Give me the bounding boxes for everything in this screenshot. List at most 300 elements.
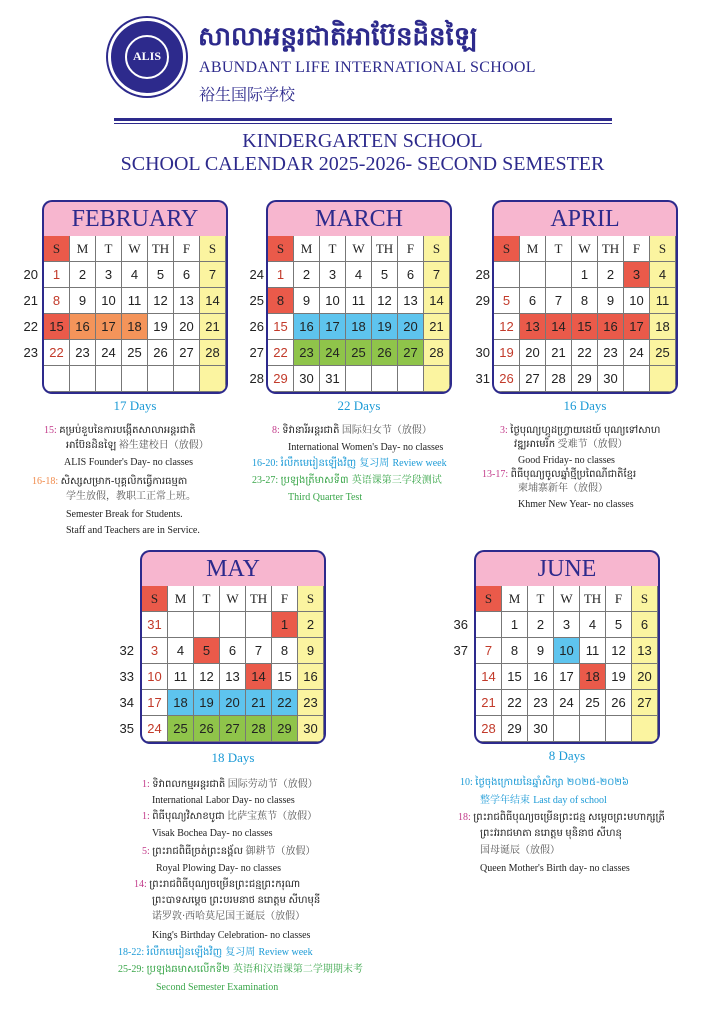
note-text: ប្រឡងឆមាសលើកទី២ bbox=[146, 964, 233, 975]
day-cell: 8 bbox=[268, 288, 294, 314]
month-grid bbox=[140, 586, 326, 744]
day-cell: 11 bbox=[346, 288, 372, 314]
day-cell: 5 bbox=[148, 262, 174, 288]
day-cell: 29 bbox=[572, 366, 598, 392]
day-cell: 31 bbox=[142, 612, 168, 638]
day-cell: 22 bbox=[572, 340, 598, 366]
day-cell: 18 bbox=[168, 690, 194, 716]
note-text: ព្រះរាជពិធីបុណ្យចម្រើនព្រះជន្ម សម្តេចព្រះមហាក្សត្រី bbox=[473, 812, 665, 823]
day-cell: 15 bbox=[44, 314, 70, 340]
note-text: 3: bbox=[500, 425, 511, 436]
day-cell: 10 bbox=[96, 288, 122, 314]
day-cell: 1 bbox=[268, 262, 294, 288]
day-cell: 28 bbox=[424, 340, 450, 366]
day-cell bbox=[168, 612, 194, 638]
day-header: W bbox=[346, 236, 372, 262]
day-cell bbox=[194, 612, 220, 638]
day-cell bbox=[580, 716, 606, 742]
note-text: International Labor Day- no classes bbox=[152, 795, 295, 806]
note-may-king bbox=[152, 910, 305, 924]
school-days-count: 17 Days bbox=[113, 398, 157, 413]
day-cell: 5 bbox=[606, 612, 632, 638]
day-cell: 12 bbox=[494, 314, 520, 340]
day-cell: 28 bbox=[476, 716, 502, 742]
header-divider bbox=[114, 118, 612, 121]
month-grid bbox=[42, 236, 228, 394]
day-cell: 26 bbox=[372, 340, 398, 366]
day-cell: 13 bbox=[174, 288, 200, 314]
day-header: W bbox=[220, 586, 246, 612]
note-text: 受难节（放假） bbox=[557, 439, 628, 450]
month-grid bbox=[492, 236, 678, 394]
day-header: TH bbox=[372, 236, 398, 262]
note-text: 复习周 bbox=[225, 947, 259, 958]
note-apr-newyear bbox=[482, 468, 636, 482]
note-text: 8: bbox=[272, 425, 283, 436]
note-may-plowing bbox=[156, 862, 281, 876]
note-text: Khmer New Year- no classes bbox=[518, 499, 634, 510]
note-text: 国母诞辰（放假） bbox=[480, 845, 560, 856]
day-cell bbox=[476, 612, 502, 638]
day-cell: 14 bbox=[424, 288, 450, 314]
day-cell bbox=[624, 366, 650, 392]
day-cell: 5 bbox=[194, 638, 220, 664]
day-cell: 16 bbox=[294, 314, 320, 340]
note-text: 13-17: bbox=[482, 469, 511, 480]
day-header: M bbox=[168, 586, 194, 612]
week-number: 24 bbox=[249, 267, 264, 282]
day-cell: 28 bbox=[546, 366, 572, 392]
day-cell bbox=[546, 262, 572, 288]
school-days-count: 22 Days bbox=[337, 398, 381, 413]
day-header: S bbox=[494, 236, 520, 262]
note-text: ថ្ងៃចុងក្រោយនៃឆ្នាំសិក្សា ២០២៥-២០២៦ bbox=[475, 777, 629, 788]
day-cell: 6 bbox=[174, 262, 200, 288]
note-text: Review week bbox=[258, 947, 313, 958]
day-cell: 8 bbox=[572, 288, 598, 314]
day-cell: 1 bbox=[272, 612, 298, 638]
day-cell: 5 bbox=[494, 288, 520, 314]
note-may-exam bbox=[156, 981, 278, 995]
note-text: ពិធីបុណ្យចូលឆ្នាំថ្មីប្រពៃណីជាតិខ្មែរ bbox=[510, 469, 637, 480]
day-header: S bbox=[200, 236, 226, 262]
note-text: វឌ្ឍអាមេរិក bbox=[514, 439, 558, 450]
week-number: 31 bbox=[475, 371, 490, 386]
note-text: King's Birthday Celebration- no classes bbox=[152, 930, 311, 941]
day-cell: 3 bbox=[320, 262, 346, 288]
day-cell: 17 bbox=[142, 690, 168, 716]
day-cell: 6 bbox=[632, 612, 658, 638]
day-header: M bbox=[294, 236, 320, 262]
day-cell: 18 bbox=[580, 664, 606, 690]
day-cell: 3 bbox=[554, 612, 580, 638]
note-text: Royal Plowing Day- no classes bbox=[156, 863, 281, 874]
day-header: F bbox=[272, 586, 298, 612]
note-may-visak bbox=[152, 827, 272, 841]
day-cell: 18 bbox=[122, 314, 148, 340]
day-cell: 27 bbox=[632, 690, 658, 716]
day-cell: 14 bbox=[246, 664, 272, 690]
week-number: 30 bbox=[475, 345, 490, 360]
day-cell bbox=[70, 366, 96, 392]
day-header: F bbox=[606, 586, 632, 612]
week-number: 35 bbox=[119, 721, 134, 736]
day-cell: 23 bbox=[528, 690, 554, 716]
day-cell: 2 bbox=[528, 612, 554, 638]
note-apr-newyear bbox=[518, 498, 634, 512]
day-cell: 2 bbox=[598, 262, 624, 288]
day-header: S bbox=[44, 236, 70, 262]
day-cell: 16 bbox=[528, 664, 554, 690]
day-cell: 25 bbox=[346, 340, 372, 366]
day-cell: 27 bbox=[520, 366, 546, 392]
day-cell: 26 bbox=[494, 366, 520, 392]
school-days-count: 16 Days bbox=[563, 398, 607, 413]
day-cell: 11 bbox=[580, 638, 606, 664]
day-header: W bbox=[554, 586, 580, 612]
note-apr-newyear bbox=[518, 482, 608, 496]
note-text: 23-27: bbox=[252, 475, 281, 486]
week-number: 28 bbox=[249, 371, 264, 386]
day-cell: 11 bbox=[650, 288, 676, 314]
day-header: S bbox=[650, 236, 676, 262]
note-text: 18-22: bbox=[118, 947, 147, 958]
day-header: M bbox=[520, 236, 546, 262]
day-cell: 19 bbox=[148, 314, 174, 340]
note-text: រំលឹកមេរៀនឡើងវិញ bbox=[146, 947, 226, 958]
day-header: M bbox=[502, 586, 528, 612]
day-cell: 8 bbox=[502, 638, 528, 664]
day-cell: 26 bbox=[194, 716, 220, 742]
note-jun-queen bbox=[480, 844, 560, 858]
day-cell: 22 bbox=[272, 690, 298, 716]
day-cell: 15 bbox=[268, 314, 294, 340]
day-cell: 6 bbox=[398, 262, 424, 288]
month-title: JUNE bbox=[474, 550, 660, 586]
day-cell: 17 bbox=[624, 314, 650, 340]
note-jun-queen bbox=[480, 827, 622, 841]
note-text: 国际妇女节（放假） bbox=[341, 425, 432, 436]
day-cell bbox=[372, 366, 398, 392]
week-number: 26 bbox=[249, 319, 264, 334]
note-jun-lastday bbox=[480, 794, 607, 808]
week-number: 33 bbox=[119, 669, 134, 684]
note-text: ព្រះវររាជមាតា នរោត្តម មុនិនាថ សីហនុ bbox=[480, 828, 622, 839]
note-text: 25-29: bbox=[118, 964, 147, 975]
day-cell bbox=[96, 366, 122, 392]
day-cell: 17 bbox=[96, 314, 122, 340]
day-cell: 30 bbox=[598, 366, 624, 392]
day-cell: 12 bbox=[194, 664, 220, 690]
day-header: T bbox=[320, 236, 346, 262]
logo-text: ALIS bbox=[132, 49, 161, 63]
note-text: 10: bbox=[460, 777, 476, 788]
note-mar-test bbox=[252, 474, 442, 488]
day-cell: 19 bbox=[606, 664, 632, 690]
day-cell: 16 bbox=[70, 314, 96, 340]
day-cell bbox=[554, 716, 580, 742]
day-cell: 1 bbox=[572, 262, 598, 288]
day-cell: 20 bbox=[174, 314, 200, 340]
day-cell: 7 bbox=[424, 262, 450, 288]
note-text: ព្រះបាទសម្តេច ព្រះបរមនាថ នរោត្តម សីហមុនី bbox=[152, 895, 321, 906]
day-cell: 26 bbox=[606, 690, 632, 716]
day-cell: 7 bbox=[200, 262, 226, 288]
day-cell bbox=[606, 716, 632, 742]
note-may-king bbox=[152, 929, 310, 943]
note-text: 1: bbox=[142, 779, 153, 790]
day-header: S bbox=[298, 586, 324, 612]
note-text: ព្រះរាជពិធីច្រត់ព្រះនង្គ័ល bbox=[152, 846, 246, 857]
month-title: APRIL bbox=[492, 200, 678, 236]
day-cell bbox=[520, 262, 546, 288]
day-cell: 20 bbox=[520, 340, 546, 366]
day-cell: 9 bbox=[598, 288, 624, 314]
note-may-exam bbox=[118, 963, 363, 977]
week-number: 20 bbox=[23, 267, 38, 282]
day-cell: 22 bbox=[268, 340, 294, 366]
day-cell: 4 bbox=[122, 262, 148, 288]
note-text: 学生放假，教职工正常上班。 bbox=[66, 491, 196, 502]
note-text: Review week bbox=[392, 458, 447, 469]
note-text: 14: bbox=[134, 879, 150, 890]
day-cell: 27 bbox=[220, 716, 246, 742]
day-cell bbox=[174, 366, 200, 392]
day-cell: 19 bbox=[494, 340, 520, 366]
day-header: S bbox=[476, 586, 502, 612]
week-number: 29 bbox=[475, 293, 490, 308]
day-cell bbox=[246, 612, 272, 638]
day-cell: 10 bbox=[142, 664, 168, 690]
day-cell: 25 bbox=[168, 716, 194, 742]
day-cell: 16 bbox=[298, 664, 324, 690]
day-cell: 22 bbox=[502, 690, 528, 716]
school-days-count: 18 Days bbox=[211, 750, 255, 765]
note-text: 整学年结束 bbox=[480, 795, 534, 806]
day-header: S bbox=[268, 236, 294, 262]
day-cell: 4 bbox=[580, 612, 606, 638]
note-text: សិស្សសម្រាក-បុគ្គលិកធ្វើការធម្មតា bbox=[60, 476, 188, 487]
note-mar-women bbox=[272, 424, 432, 438]
day-cell: 13 bbox=[520, 314, 546, 340]
day-cell: 24 bbox=[142, 716, 168, 742]
note-mar-women bbox=[288, 441, 443, 455]
day-header: TH bbox=[598, 236, 624, 262]
day-cell: 5 bbox=[372, 262, 398, 288]
day-cell bbox=[494, 262, 520, 288]
day-cell: 14 bbox=[546, 314, 572, 340]
note-may-plowing bbox=[142, 845, 316, 859]
day-cell: 29 bbox=[272, 716, 298, 742]
day-header: F bbox=[624, 236, 650, 262]
day-cell: 4 bbox=[650, 262, 676, 288]
day-cell: 21 bbox=[546, 340, 572, 366]
day-cell: 2 bbox=[70, 262, 96, 288]
note-text: ទិវានារីអន្តរជាតិ bbox=[282, 425, 342, 436]
day-cell: 23 bbox=[70, 340, 96, 366]
day-cell: 29 bbox=[268, 366, 294, 392]
day-header: W bbox=[122, 236, 148, 262]
week-number: 28 bbox=[475, 267, 490, 282]
day-cell: 25 bbox=[650, 340, 676, 366]
day-cell: 9 bbox=[70, 288, 96, 314]
note-text: 英语和汉语课第二学期期末考 bbox=[232, 964, 363, 975]
note-may-review bbox=[118, 946, 313, 960]
day-cell bbox=[398, 366, 424, 392]
day-cell: 27 bbox=[398, 340, 424, 366]
note-text: 15: bbox=[44, 425, 60, 436]
day-cell: 23 bbox=[598, 340, 624, 366]
day-header: T bbox=[546, 236, 572, 262]
day-cell: 29 bbox=[502, 716, 528, 742]
day-cell: 15 bbox=[572, 314, 598, 340]
note-text: ទិវាពលកម្មអន្តរជាតិ bbox=[152, 779, 228, 790]
month-title: MAY bbox=[140, 550, 326, 586]
day-cell: 9 bbox=[528, 638, 554, 664]
day-cell: 9 bbox=[298, 638, 324, 664]
day-cell bbox=[650, 366, 676, 392]
day-cell: 27 bbox=[174, 340, 200, 366]
note-text: 国际劳动节（放假） bbox=[227, 779, 318, 790]
month-grid bbox=[266, 236, 452, 394]
day-cell: 13 bbox=[220, 664, 246, 690]
note-feb-break bbox=[66, 490, 196, 504]
day-cell: 17 bbox=[320, 314, 346, 340]
day-cell: 28 bbox=[200, 340, 226, 366]
week-number: 32 bbox=[119, 643, 134, 658]
note-feb-break bbox=[66, 508, 183, 522]
day-header: F bbox=[174, 236, 200, 262]
note-jun-lastday bbox=[460, 776, 629, 790]
day-cell: 21 bbox=[424, 314, 450, 340]
day-cell: 7 bbox=[476, 638, 502, 664]
note-text: អាប៊ែនដិនឡៃ bbox=[66, 440, 119, 451]
page-title: KINDERGARTEN SCHOOL bbox=[242, 130, 483, 152]
day-cell: 25 bbox=[122, 340, 148, 366]
day-cell: 12 bbox=[606, 638, 632, 664]
note-apr-goodfriday bbox=[500, 424, 660, 438]
week-number: 25 bbox=[249, 293, 264, 308]
day-header: TH bbox=[580, 586, 606, 612]
note-text: 裕生建校日（放假） bbox=[118, 440, 209, 451]
note-text: 英语课第三学段测试 bbox=[351, 475, 442, 486]
day-cell: 15 bbox=[502, 664, 528, 690]
day-cell: 22 bbox=[44, 340, 70, 366]
day-cell: 8 bbox=[44, 288, 70, 314]
school-name-en: ABUNDANT LIFE INTERNATIONAL SCHOOL bbox=[199, 59, 536, 76]
day-cell: 1 bbox=[44, 262, 70, 288]
day-cell: 4 bbox=[168, 638, 194, 664]
day-cell: 24 bbox=[554, 690, 580, 716]
page-subtitle: SCHOOL CALENDAR 2025-2026- SECOND SEMESTER bbox=[120, 153, 605, 175]
day-cell: 19 bbox=[194, 690, 220, 716]
note-feb-break bbox=[66, 524, 200, 538]
note-text: 5: bbox=[142, 846, 153, 857]
day-cell: 2 bbox=[298, 612, 324, 638]
note-jun-queen bbox=[458, 811, 665, 825]
note-text: ALIS Founder's Day- no classes bbox=[64, 457, 194, 468]
day-cell: 10 bbox=[320, 288, 346, 314]
day-cell: 11 bbox=[168, 664, 194, 690]
note-text: ប្រឡងត្រីមាសទី៣ bbox=[280, 475, 352, 486]
note-text: 16-18: bbox=[32, 476, 61, 487]
note-feb-founders bbox=[44, 424, 196, 438]
day-cell: 30 bbox=[528, 716, 554, 742]
day-header: S bbox=[142, 586, 168, 612]
month-grid bbox=[474, 586, 660, 744]
day-cell: 26 bbox=[148, 340, 174, 366]
note-text: ពិធីបុណ្យវិសាខបូជា bbox=[152, 811, 228, 822]
note-text: Semester Break for Students. bbox=[66, 509, 183, 520]
week-number: 36 bbox=[453, 617, 468, 632]
day-cell: 31 bbox=[320, 366, 346, 392]
day-cell: 20 bbox=[220, 690, 246, 716]
note-may-king bbox=[134, 878, 300, 892]
day-header: S bbox=[632, 586, 658, 612]
note-text: គម្រប់ខួបនៃការបង្កើតសាលាអន្តរជាតិ bbox=[59, 425, 196, 436]
day-cell: 23 bbox=[298, 690, 324, 716]
note-text: Last day of school bbox=[533, 795, 607, 806]
day-header: T bbox=[194, 586, 220, 612]
note-mar-review bbox=[252, 457, 447, 471]
note-feb-founders bbox=[66, 439, 209, 453]
day-cell bbox=[122, 366, 148, 392]
day-cell bbox=[200, 366, 226, 392]
day-cell bbox=[632, 716, 658, 742]
note-may-visak bbox=[142, 810, 317, 824]
day-cell: 18 bbox=[346, 314, 372, 340]
day-cell: 13 bbox=[632, 638, 658, 664]
day-cell: 12 bbox=[148, 288, 174, 314]
day-cell: 2 bbox=[294, 262, 320, 288]
day-cell: 18 bbox=[650, 314, 676, 340]
day-header: F bbox=[398, 236, 424, 262]
week-number: 23 bbox=[23, 345, 38, 360]
day-cell: 15 bbox=[272, 664, 298, 690]
note-text: 1: bbox=[142, 811, 153, 822]
day-cell: 16 bbox=[598, 314, 624, 340]
note-text: Queen Mother's Birth day- no classes bbox=[480, 863, 630, 874]
day-cell: 10 bbox=[554, 638, 580, 664]
day-header: T bbox=[96, 236, 122, 262]
day-cell: 3 bbox=[142, 638, 168, 664]
day-header: M bbox=[70, 236, 96, 262]
note-text: Good Friday- no classes bbox=[518, 455, 615, 466]
day-cell: 1 bbox=[502, 612, 528, 638]
week-number: 22 bbox=[23, 319, 38, 334]
day-cell: 6 bbox=[220, 638, 246, 664]
week-number: 37 bbox=[453, 643, 468, 658]
day-cell: 14 bbox=[200, 288, 226, 314]
day-cell: 11 bbox=[122, 288, 148, 314]
note-may-labor bbox=[142, 778, 318, 792]
day-cell: 8 bbox=[272, 638, 298, 664]
day-cell: 3 bbox=[96, 262, 122, 288]
day-cell: 13 bbox=[398, 288, 424, 314]
day-cell: 30 bbox=[298, 716, 324, 742]
week-number: 34 bbox=[119, 695, 134, 710]
day-header: TH bbox=[148, 236, 174, 262]
day-cell: 17 bbox=[554, 664, 580, 690]
note-text: International Women's Day- no classes bbox=[288, 442, 444, 453]
note-text: 诺罗敦·西哈莫尼国王诞辰（放假） bbox=[152, 911, 306, 922]
note-text: Second Semester Examination bbox=[156, 982, 279, 993]
day-cell bbox=[148, 366, 174, 392]
note-text: 御耕节（放假） bbox=[245, 846, 316, 857]
day-cell: 7 bbox=[546, 288, 572, 314]
month-title: MARCH bbox=[266, 200, 452, 236]
day-cell: 21 bbox=[246, 690, 272, 716]
